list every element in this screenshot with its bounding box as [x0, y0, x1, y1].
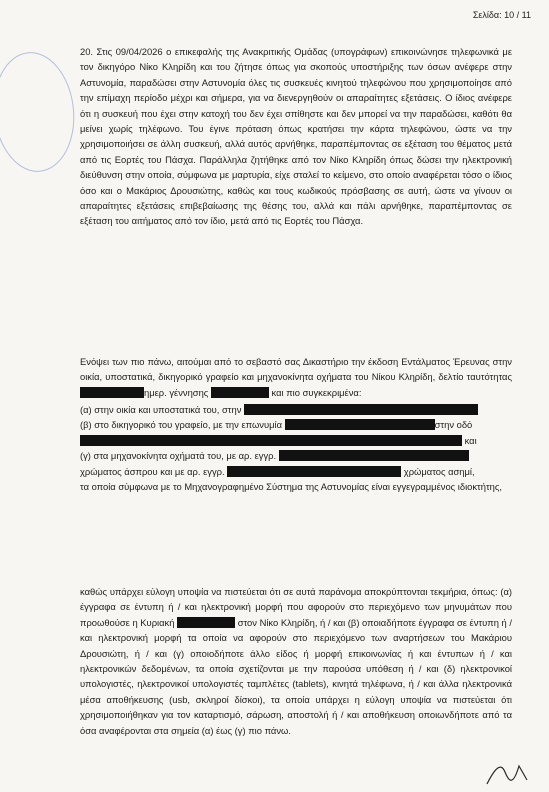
page-number: Σελίδα: 10 / 11 — [472, 10, 531, 20]
request-text-1: Ενόψει των πιο πάνω, αιτούμαι από το σεβαστό σας Δικαστήριο την έκδοση Εντάλματος Έρευνας στην οικία, υποστατικά, δικηγορικό γραφείο και μηχανοκίνητα οχήματα του Νίκου Κληρίδη, δελτίο ταυτότητας — [80, 356, 512, 383]
official-stamp — [0, 48, 80, 176]
item-b-and: και — [464, 434, 477, 446]
suspicion-text-2: στον Νίκο Κληρίδη, ή / και (β) οποιαδήποτε έγγραφα σε έντυπη ή / και ηλεκτρονική μορφή τα οποία να αφορούν στο περιεχόμενο των αναρτήσεων του Μακάριου Δρουσιώτη, ή / και (γ) οποιοδήποτε άλλο είδος ή μορφή επικοινωνίας ή και έντυπων ή / και ηλεκτρονικών δεδομένων, τα οποία σχετίζονται με την παρούσα υπόθεση ή / και (δ) ηλεκτρονικοί υπολογιστές, ηλεκτρονικοί υπολογιστές ταμπλέτες (tablets), κινητά τηλέφωνα, ή / και άλλα ηλεκτρονικά μέσα αποθήκευσης (usb, σκληροί δίσκοι), τα οποία υπάρχει η εύλογη υποψία να πιστεύεται ότι χρησιμοποιήθηκαν για τον καταρτισμό, σάρωση, αποστολή ή / και αποθήκευση οποιωνδήποτε από τα όσα αναφέρονται στα σημεία (α) έως (γ) πιο πάνω. — [80, 616, 512, 736]
item-c-colors — [80, 464, 512, 479]
paragraph-20: 20. Στις 09/04/2026 ο επικεφαλής της Ανακριτικής Ομάδας (υπογράφων) επικοινώνησε τηλεφωνικά με τον δικηγόρο Νίκο Κληρίδη και του ζήτησε όπως για σκοπούς υποστήριξης των όσων ανέφερε στην Αστυνομία, παραδώσει στην Αστυνομία όλες τις συσκευές κινητού τηλεφώνου που χρησιμοποίησε από την επίμαχη περίοδο μέχρι και σήμερα, για να διενεργηθούν οι απαραίτητες εξετάσεις. Ο ίδιος ανέφερε ότι η συσκευή που έχει στην κατοχή του δεν έχει σπίθηστε και δεν μπορεί να την παραδώσει, καθότι θα μείνει χωρίς τηλέφωνο. Του έγινε πρόταση όπως κρατήσει την κάρτα τηλεφώνου, ώστε να την χρησιμοποιήσει σε άλλη συσκευή, αλλά αυτός αρνήθηκε, παραπέμποντας σε εξέταση του θέματος μετά από τις Εορτές του Πάσχα. Παράλληλα ζητήθηκε από τον Νίκο Κληρίδη όπως δώσει την ηλεκτρονική διεύθυνση στην οποία, σύμφωνα με μαρτυρία, είχε σταλεί το κείμενο, στο οποίο αναφέρεται τόσο ο ίδιος όσο και ο Μακάριος Δρουσιώτης, καθώς και τους κωδικούς πρόσβασης σε αυτή, ώστε να γίνουν οι απαραίτητες εξετάσεις επιβεβαίωσης της θέσης του, αλλά και πάλι αρνήθηκε, παραπέμποντας σε εξέταση του αιτήματος από τον ίδιο, μετά από τις Εορτές του Πάσχα. — [80, 46, 512, 227]
redaction-id-number — [80, 387, 144, 398]
request-text-2: ημερ. γέννησης — [144, 386, 209, 398]
request-paragraph — [80, 354, 512, 400]
signature-mark — [483, 758, 531, 788]
redaction-surname — [177, 617, 235, 628]
item-b-text: (β) στο δικηγορικό του γραφείο, με την επωνυμία — [80, 419, 282, 431]
item-c-text: (γ) στα μηχανοκίνητα οχήματά του, με αρ. εγγρ. — [80, 450, 277, 462]
redaction-firm-name — [285, 419, 435, 430]
items-list — [80, 402, 512, 494]
item-b — [80, 417, 512, 432]
request-text-3: και πιο συγκεκριμένα: — [271, 386, 362, 398]
item-b-continued — [80, 433, 512, 448]
item-a-text: (α) στην οικία και υποστατικά του, στην — [80, 404, 242, 415]
item-c — [80, 448, 512, 463]
redaction-birth-date — [211, 387, 269, 398]
item-b-street-text: στην οδό — [434, 419, 473, 431]
redaction-office-address — [80, 435, 462, 446]
redaction-registration-1 — [279, 450, 469, 461]
item-c-color-silver: χρώματος ασημί, — [403, 465, 475, 477]
item-c-color-white: χρώματος άσπρου και με αρ. εγγρ. — [80, 465, 225, 477]
redaction-home-address — [244, 404, 478, 415]
item-c-owner: τα οποία σύμφωνα με το Μηχανογραφημένο Σύστημα της Αστυνομίας είναι εγγεγραμμένος ιδιοκτήτης, — [80, 481, 503, 493]
redaction-registration-2 — [227, 466, 401, 477]
item-a — [80, 402, 512, 417]
suspicion-text-1: καθώς υπάρχει εύλογη υποψία να πιστεύεται ότι σε αυτά παράνομα αποκρύπτονται τεκμήρια, όπως: (α) έγγραφα σε έντυπη ή / και ηλεκτρονική μορφή που αφορούν στο περιεχόμενο των μηνυμάτων που προωθούσε η Κυριακή — [80, 586, 512, 628]
suspicion-paragraph — [80, 584, 512, 738]
